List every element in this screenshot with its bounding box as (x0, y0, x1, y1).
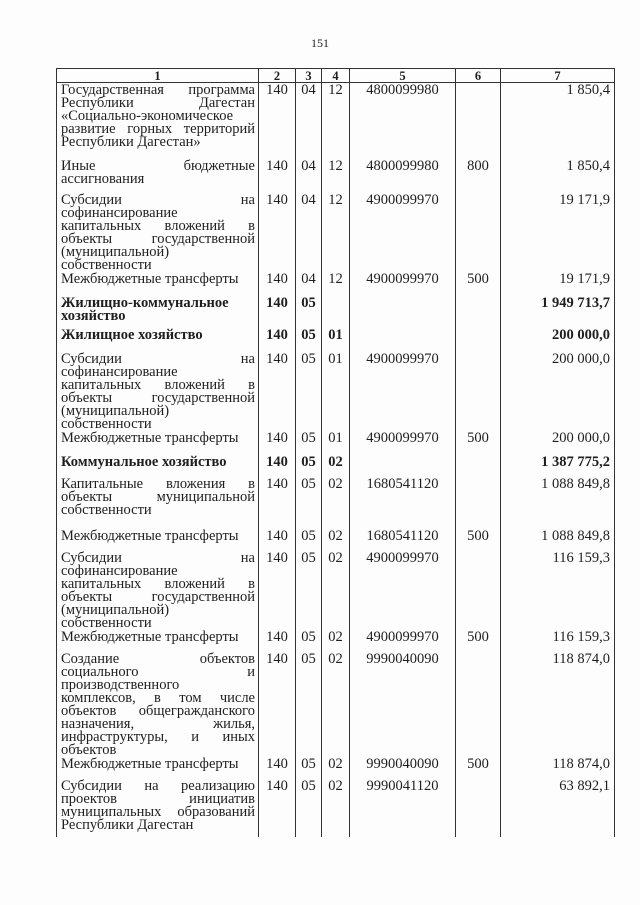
row-amount: 19 171,9 (501, 272, 615, 296)
row-target-article: 4900099970 (350, 352, 456, 431)
table-row (57, 455, 615, 477)
row-section: 04 (296, 83, 322, 159)
row-section: 05 (296, 529, 322, 551)
table-row (57, 159, 615, 193)
row-amount: 118 874,0 (501, 757, 615, 779)
row-name: Государственная программа Республики Дагестан «Социально-экономическое развитие горных территорий Республики Дагестан» (57, 83, 259, 159)
row-amount: 118 874,0 (501, 652, 615, 757)
row-expense-type (456, 328, 501, 352)
row-name: Коммунальное хозяйство (57, 455, 259, 477)
row-ministry-code: 140 (259, 551, 296, 630)
row-ministry-code: 140 (259, 328, 296, 352)
row-target-article: 9990040090 (350, 652, 456, 757)
row-ministry-code: 140 (259, 83, 296, 159)
row-subsection (322, 296, 350, 328)
row-ministry-code: 140 (259, 193, 296, 272)
column-header-3: 3 (296, 69, 322, 83)
row-amount: 116 159,3 (501, 551, 615, 630)
row-ministry-code: 140 (259, 455, 296, 477)
row-section: 05 (296, 551, 322, 630)
row-amount: 1 088 849,8 (501, 529, 615, 551)
row-target-article (350, 328, 456, 352)
row-name: Жилищно-коммунальное хозяйство (57, 296, 259, 328)
row-expense-type (456, 83, 501, 159)
row-target-article: 9990040090 (350, 757, 456, 779)
row-section: 05 (296, 296, 322, 328)
row-amount: 63 892,1 (501, 779, 615, 837)
row-ministry-code: 140 (259, 630, 296, 652)
row-target-article: 4900099970 (350, 193, 456, 272)
row-section: 05 (296, 779, 322, 837)
budget-table (56, 68, 615, 837)
table-row (57, 477, 615, 529)
row-ministry-code: 140 (259, 779, 296, 837)
row-target-article: 4900099970 (350, 551, 456, 630)
column-header-6: 6 (456, 69, 501, 83)
row-subsection: 01 (322, 328, 350, 352)
row-section: 05 (296, 352, 322, 431)
row-name: Субсидии на реализацию проектов инициатив муниципальных образований Республики Дагестан (57, 779, 259, 837)
table-row (57, 352, 615, 431)
row-ministry-code: 140 (259, 159, 296, 193)
row-ministry-code: 140 (259, 272, 296, 296)
row-amount: 200 000,0 (501, 431, 615, 455)
row-subsection: 02 (322, 757, 350, 779)
row-target-article: 4900099970 (350, 272, 456, 296)
row-section: 05 (296, 328, 322, 352)
row-target-article (350, 455, 456, 477)
table-row (57, 630, 615, 652)
row-subsection: 01 (322, 352, 350, 431)
row-expense-type (456, 352, 501, 431)
row-amount: 19 171,9 (501, 193, 615, 272)
column-header-2: 2 (259, 69, 296, 83)
row-name: Создание объектов социального и производственного комплексов, в том числе объектов общегражданского назначения, жилья, инфраструктуры, и иных объектов (57, 652, 259, 757)
table-row (57, 296, 615, 328)
row-amount: 1 088 849,8 (501, 477, 615, 529)
row-section: 04 (296, 272, 322, 296)
row-target-article: 4900099970 (350, 431, 456, 455)
row-expense-type: 500 (456, 431, 501, 455)
row-section: 04 (296, 193, 322, 272)
table-row (57, 779, 615, 837)
row-expense-type: 500 (456, 272, 501, 296)
table-row (57, 551, 615, 630)
row-section: 05 (296, 431, 322, 455)
row-name: Межбюджетные трансферты (57, 272, 259, 296)
row-section: 05 (296, 455, 322, 477)
row-amount: 1 850,4 (501, 159, 615, 193)
row-amount: 116 159,3 (501, 630, 615, 652)
row-subsection: 02 (322, 779, 350, 837)
row-subsection: 02 (322, 551, 350, 630)
row-ministry-code: 140 (259, 431, 296, 455)
row-subsection: 02 (322, 455, 350, 477)
header-row (57, 69, 615, 83)
row-target-article: 4800099980 (350, 83, 456, 159)
table-row (57, 431, 615, 455)
row-expense-type (456, 296, 501, 328)
table-row (57, 272, 615, 296)
row-amount: 1 949 713,7 (501, 296, 615, 328)
row-subsection: 12 (322, 83, 350, 159)
table-row (57, 652, 615, 757)
row-ministry-code: 140 (259, 529, 296, 551)
row-expense-type: 800 (456, 159, 501, 193)
column-header-1: 1 (57, 69, 259, 83)
row-target-article: 1680541120 (350, 477, 456, 529)
row-amount: 1 387 775,2 (501, 455, 615, 477)
row-target-article: 4900099970 (350, 630, 456, 652)
row-expense-type (456, 652, 501, 757)
row-subsection: 01 (322, 431, 350, 455)
row-subsection: 02 (322, 630, 350, 652)
row-target-article: 9990041120 (350, 779, 456, 837)
row-amount: 200 000,0 (501, 352, 615, 431)
row-subsection: 12 (322, 272, 350, 296)
row-subsection: 12 (322, 159, 350, 193)
row-name: Межбюджетные трансферты (57, 431, 259, 455)
column-header-7: 7 (501, 69, 615, 83)
row-section: 04 (296, 159, 322, 193)
row-subsection: 02 (322, 652, 350, 757)
table-row (57, 328, 615, 352)
row-expense-type: 500 (456, 529, 501, 551)
row-target-article: 1680541120 (350, 529, 456, 551)
row-expense-type (456, 193, 501, 272)
row-expense-type: 500 (456, 630, 501, 652)
row-name: Жилищное хозяйство (57, 328, 259, 352)
row-subsection: 12 (322, 193, 350, 272)
row-subsection: 02 (322, 529, 350, 551)
column-header-4: 4 (322, 69, 350, 83)
row-name: Капитальные вложения в объекты муниципальной собственности (57, 477, 259, 529)
row-section: 05 (296, 477, 322, 529)
row-target-article: 4800099980 (350, 159, 456, 193)
table-body (57, 83, 615, 837)
row-section: 05 (296, 757, 322, 779)
row-name: Межбюджетные трансферты (57, 529, 259, 551)
row-name: Межбюджетные трансферты (57, 630, 259, 652)
column-header-5: 5 (350, 69, 456, 83)
row-amount: 200 000,0 (501, 328, 615, 352)
row-name: Иные бюджетные ассигнования (57, 159, 259, 193)
row-section: 05 (296, 652, 322, 757)
page-number: 151 (311, 36, 329, 50)
row-name: Субсидии на софинансирование капитальных вложений в объекты государственной (муниципальной) собственности (57, 193, 259, 272)
row-ministry-code: 140 (259, 757, 296, 779)
row-ministry-code: 140 (259, 352, 296, 431)
row-section: 05 (296, 630, 322, 652)
row-name: Межбюджетные трансферты (57, 757, 259, 779)
row-name: Субсидии на софинансирование капитальных вложений в объекты государственной (муниципальной) собственности (57, 352, 259, 431)
table-row (57, 757, 615, 779)
row-expense-type (456, 455, 501, 477)
row-ministry-code: 140 (259, 477, 296, 529)
row-amount: 1 850,4 (501, 83, 615, 159)
row-subsection: 02 (322, 477, 350, 529)
row-expense-type (456, 477, 501, 529)
table-row (57, 193, 615, 272)
row-expense-type: 500 (456, 757, 501, 779)
row-ministry-code: 140 (259, 296, 296, 328)
row-name: Субсидии на софинансирование капитальных вложений в объекты государственной (муниципальной) собственности (57, 551, 259, 630)
table-row (57, 529, 615, 551)
row-expense-type (456, 779, 501, 837)
row-target-article (350, 296, 456, 328)
table-row (57, 83, 615, 159)
row-expense-type (456, 551, 501, 630)
row-ministry-code: 140 (259, 652, 296, 757)
